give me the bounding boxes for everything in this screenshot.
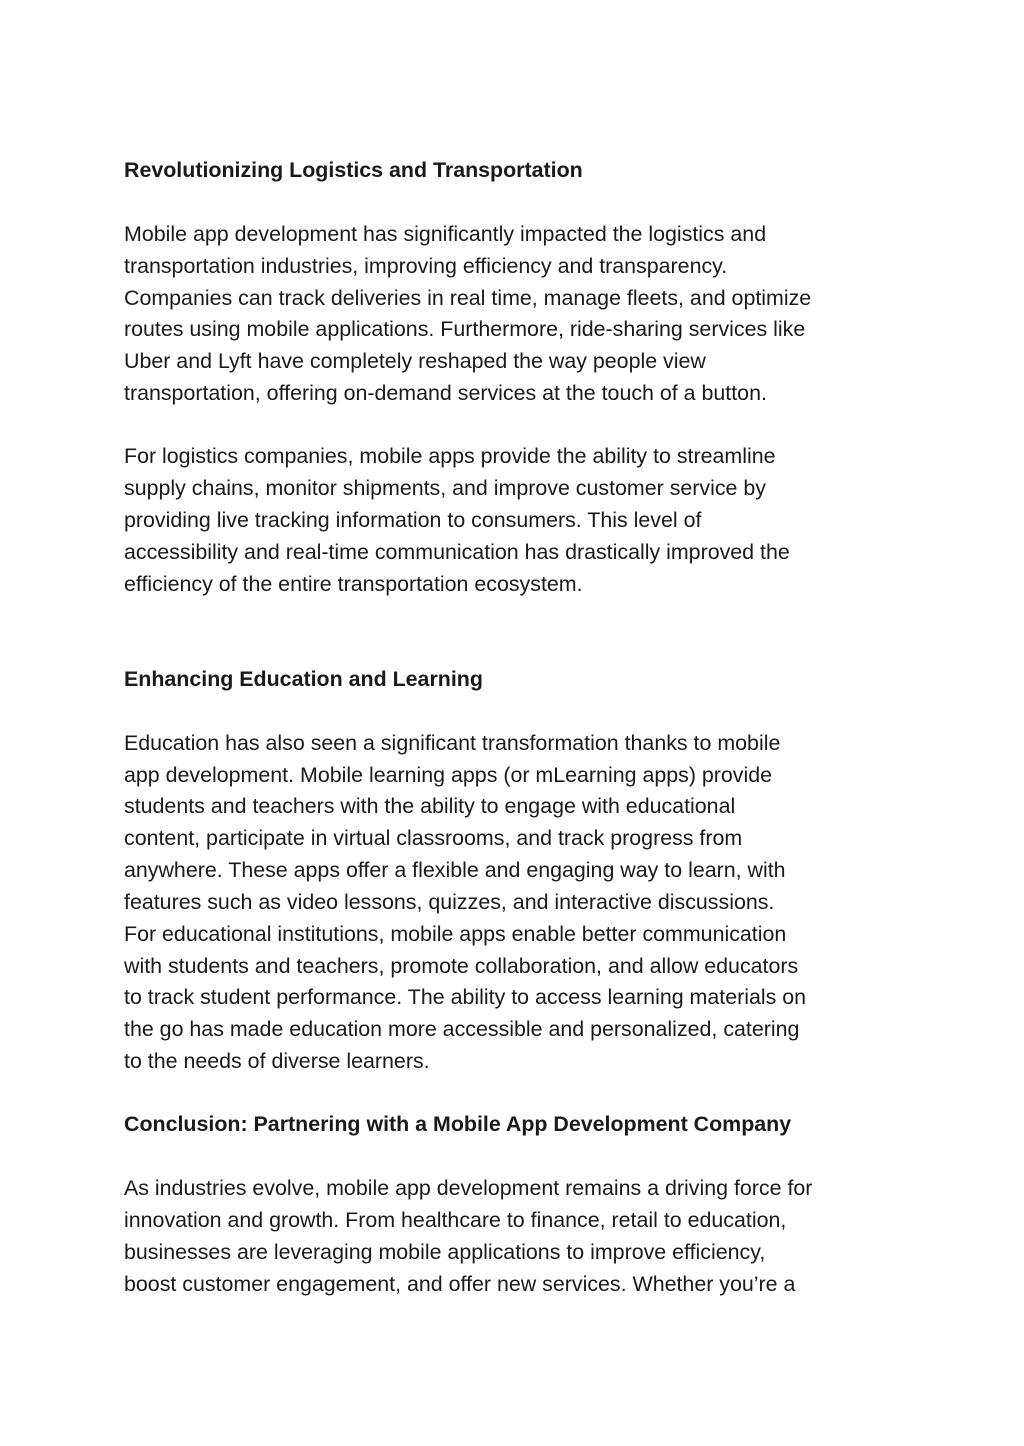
text-line: routes using mobile applications. Furthermore, ride-sharing services like	[124, 317, 806, 341]
text-line: supply chains, monitor shipments, and improve customer service by	[124, 476, 766, 500]
text-line: For logistics companies, mobile apps provide the ability to streamline	[124, 444, 776, 468]
text-line: Education has also seen a significant transformation thanks to mobile	[124, 731, 781, 755]
text-line: Companies can track deliveries in real time, manage fleets, and optimize	[124, 286, 812, 310]
text-line: with students and teachers, promote collaboration, and allow educators	[124, 954, 799, 978]
text-line: Uber and Lyft have completely reshaped the way people view	[124, 349, 706, 373]
text-line: Mobile app development has significantly impacted the logistics and	[124, 222, 767, 246]
text-line: innovation and growth. From healthcare to finance, retail to education,	[124, 1208, 787, 1232]
text-line: businesses are leveraging mobile applications to improve efficiency,	[124, 1240, 766, 1264]
text-line: to the needs of diverse learners.	[124, 1049, 430, 1073]
section-heading-education: Enhancing Education and Learning	[124, 667, 483, 691]
section-heading-logistics: Revolutionizing Logistics and Transportation	[124, 158, 583, 182]
text-line: transportation industries, improving efficiency and transparency.	[124, 254, 728, 278]
text-line: content, participate in virtual classrooms, and track progress from	[124, 826, 743, 850]
text-line: to track student performance. The ability to access learning materials on	[124, 985, 807, 1009]
text-line: providing live tracking information to consumers. This level of	[124, 508, 702, 532]
text-line: anywhere. These apps offer a flexible and engaging way to learn, with	[124, 858, 786, 882]
text-line: As industries evolve, mobile app development remains a driving force for	[124, 1176, 813, 1200]
text-line: efficiency of the entire transportation ecosystem.	[124, 572, 583, 596]
text-line: accessibility and real-time communication has drastically improved the	[124, 540, 790, 564]
section-heading-conclusion: Conclusion: Partnering with a Mobile App Development Company	[124, 1112, 792, 1136]
text-line: For educational institutions, mobile apps enable better communication	[124, 922, 787, 946]
text-line: transportation, offering on-demand services at the touch of a button.	[124, 381, 767, 405]
text-line: the go has made education more accessible and personalized, catering	[124, 1017, 800, 1041]
text-line: features such as video lessons, quizzes, and interactive discussions.	[124, 890, 775, 914]
text-line: boost customer engagement, and offer new services. Whether you’re a	[124, 1272, 796, 1296]
text-line: app development. Mobile learning apps (or mLearning apps) provide	[124, 763, 773, 787]
text-line: students and teachers with the ability to engage with educational	[124, 794, 736, 818]
